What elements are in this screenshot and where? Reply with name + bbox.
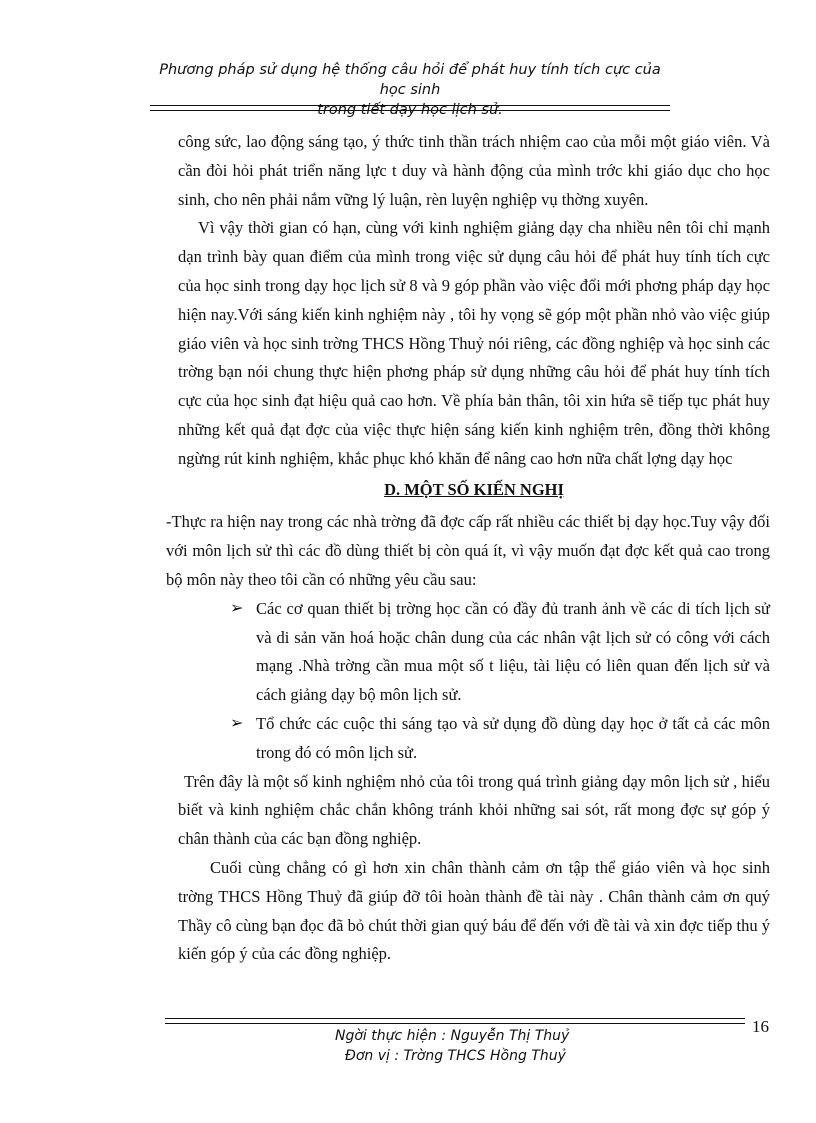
recommendation-list xyxy=(178,595,770,768)
list-item xyxy=(230,595,770,710)
unit-line: Đơn vị : Trờng THCS Hồng Thuỷ xyxy=(345,1048,566,1064)
header-divider-top xyxy=(150,105,670,106)
paragraph-1: công sức, lao động sáng tạo, ý thức tinh thần trách nhiệm cao của mỗi một giáo viên. Và cần đòi hỏi phát triển năng lực t duy và hành động của mình trớc khi giáo dục cho học sinh, cho nên phải nắm vững lý luận, rèn luyện nghiệp vụ thờng xuyên. xyxy=(178,132,770,209)
page-header xyxy=(150,60,670,120)
paragraph-4: Trên đây là một số kinh nghiệm nhỏ của tôi trong quá trình giảng dạy môn lịch sử , hiểu biết và kinh nghiệm chắc chắn không tránh khỏi những sai sót, rất mong đợc sự góp ý chân thành của các bạn đồng nghiệp. xyxy=(178,771,770,849)
arrow-bullet-icon: ➢ xyxy=(230,599,244,617)
header-title-line2: trong tiết dạy học lịch sử. xyxy=(317,102,503,118)
footer-divider-bottom xyxy=(165,1023,745,1024)
header-divider-bottom xyxy=(150,110,670,111)
author-line: Ngời thực hiện : Nguyễn Thị Thuỷ xyxy=(335,1028,570,1044)
document-body xyxy=(166,128,770,969)
arrow-bullet-icon: ➢ xyxy=(230,714,244,732)
list-item-text: Tổ chức các cuộc thi sáng tạo và sử dụng đồ dùng dạy học ở tất cả các môn trong đó có môn lịch sử. xyxy=(256,713,770,762)
paragraph-3: -Thực ra hiện nay trong các nhà trờng đã đợc cấp rất nhiều các thiết bị dạy học.Tuy vậy đối với môn lịch sử thì các đồ dùng thiết bị còn quá ít, vì vậy muốn đạt đợc kết quả cao trong bộ môn này theo tôi cần có những yêu cầu sau: xyxy=(166,512,770,589)
header-title-line1: Phương pháp sử dụng hệ thống câu hỏi để phát huy tính tích cực của học sinh xyxy=(159,62,661,98)
paragraph-2: Vì vậy thời gian có hạn, cùng với kinh nghiệm giảng dạy cha nhiều nên tôi chỉ mạnh dạn trình bày quan điểm của mình trong việc sử dụng câu hỏi để phát huy tính tích cực của học sinh trong dạy học lịch sử 8 và 9 góp phần vào việc đổi mới phơng pháp dạy học hiện nay.Với sáng kiến kinh nghiệm này , tôi hy vọng sẽ góp một phần nhỏ vào việc giúp giáo viên và học sinh trờng THCS Hồng Thuỷ nói riêng, các đồng nghiệp và học sinh các trờng bạn nói chung thực hiện phơng pháp sử dụng những câu hỏi để phát huy tính tích cực của học sinh đạt hiệu quả cao hơn. Về phía bản thân, tôi xin hứa sẽ tiếp tục phát huy những kết quả đạt đợc của việc thực hiện sáng kiến kinh nghiệm trên, đồng thời không ngừng rút kinh nghiệm, khắc phục khó khăn để nâng cao hơn nữa chất lợng dạy học xyxy=(178,218,770,468)
paragraph-5: Cuối cùng chẳng có gì hơn xin chân thành cảm ơn tập thể giáo viên và học sinh trờng THCS Hồng Thuỷ đã giúp đỡ tôi hoàn thành đề tài này . Chân thành cảm ơn quý Thầy cô cùng bạn đọc đã bỏ chút thời gian quý báu để đến với đề tài và xin đợc tiếp thu ý kiến góp ý của các đồng nghiệp. xyxy=(178,857,770,964)
list-item xyxy=(230,710,770,768)
footer-divider-top xyxy=(165,1018,745,1019)
section-title: D. MỘT SỐ KIẾN NGHỊ xyxy=(384,479,564,499)
list-item-text: Các cơ quan thiết bị trờng học cần có đầy đủ tranh ảnh về các di tích lịch sử và di sản văn hoá hoặc chân dung của các nhân vật lịch sử có công với cách mạng .Nhà trờng cần mua một số t liệu, tài liệu có liên quan đến lịch sử và cách giảng dạy bộ môn lịch sử. xyxy=(256,598,770,705)
page-number: 16 xyxy=(752,1017,769,1036)
